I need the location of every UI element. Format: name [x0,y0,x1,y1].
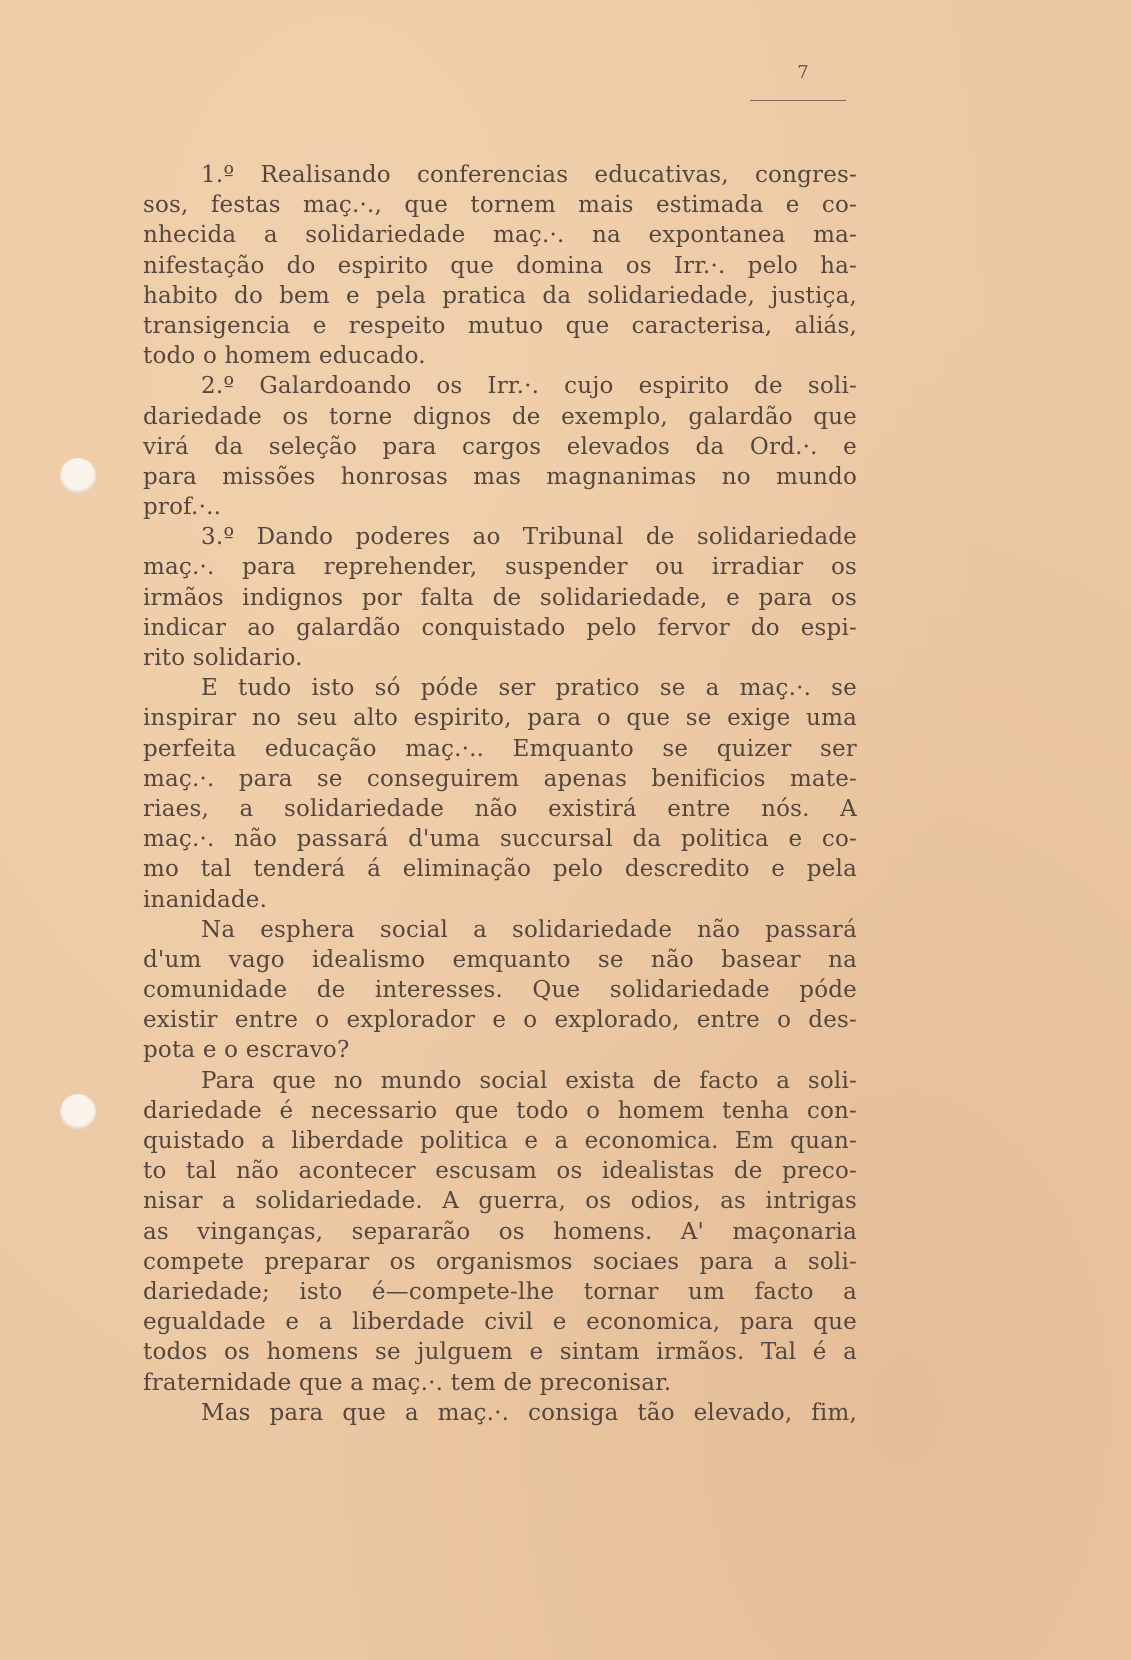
text-line: comunidade de interesses. Que solidariedade póde [143,977,857,1004]
text-line: riaes, a solidariedade não existirá entre nós. A [143,795,857,822]
text-line: maç.·. não passará d'uma succursal da politica e co- [143,826,857,853]
punch-hole [60,458,96,494]
text-line: Na esphera social a solidariedade não passará [201,916,857,943]
text-line: transigencia e respeito mutuo que caracterisa, aliás, [143,312,857,339]
text-line: E tudo isto só póde ser pratico se a maç.·. se [201,675,857,702]
text-line: indicar ao galardão conquistado pelo fervor do espi- [143,614,857,641]
text-line: dariedade é necessario que todo o homem tenha con- [143,1097,857,1124]
text-line: todos os homens se julguem e sintam irmãos. Tal é a [143,1339,857,1366]
text-line: irmãos indignos por falta de solidariedade, e para os [143,584,857,611]
text-line: sos, festas maç.·., que tornem mais estimada e co- [143,192,857,219]
text-line: perfeita educação maç.·.. Emquanto se quizer ser [143,735,857,762]
text-line: para missões honrosas mas magnanimas no mundo [143,463,857,490]
text-line: inanidade. [143,886,268,913]
body-text [143,160,857,1428]
text-line: egualdade e a liberdade civil e economica, para que [143,1309,857,1336]
text-line: dariedade os torne dignos de exemplo, galardão que [143,403,857,430]
text-line: fraternidade que a maç.·. tem de preconisar. [143,1369,672,1396]
text-line: to tal não acontecer escusam os idealistas de preco- [143,1158,857,1185]
text-line: maç.·. para se conseguirem apenas benificios mate- [143,765,857,792]
text-line: Mas para que a maç.·. consiga tão elevado, fim, [201,1399,857,1426]
punch-hole [60,1094,96,1130]
text-line: maç.·. para reprehender, suspender ou irradiar os [143,554,857,581]
text-line: todo o homem educado. [143,343,426,370]
text-line: nhecida a solidariedade maç.·. na expontanea ma- [143,222,857,249]
text-line: prof.·.. [143,494,222,521]
text-line: 2.º Galardoando os Irr.·. cujo espirito de soli- [201,373,857,400]
page-number: 7 [797,62,809,83]
text-line: quistado a liberdade politica e a economica. Em quan- [143,1128,857,1154]
text-line: inspirar no seu alto espirito, para o que se exige uma [143,705,857,732]
text-line: dariedade; isto é—compete-lhe tornar um facto a [143,1278,857,1305]
text-line: nisar a solidariedade. A guerra, os odios, as intrigas [143,1188,857,1215]
text-line: Para que no mundo social exista de facto a soli- [201,1067,857,1094]
text-line: nifestação do espirito que domina os Irr.·. pelo ha- [143,252,857,279]
page-number-rule [750,100,846,101]
text-line: virá da seleção para cargos elevados da Ord.·. e [143,433,857,460]
text-line: rito solidario. [143,645,303,671]
text-line: 1.º Realisando conferencias educativas, congres- [201,162,857,188]
text-line: as vinganças, separarão os homens. A' maçonaria [143,1218,857,1245]
text-line: mo tal tenderá á eliminação pelo descredito e pela [143,856,857,883]
text-line: habito do bem e pela pratica da solidariedade, justiça, [143,282,857,309]
text-line: 3.º Dando poderes ao Tribunal de solidariedade [201,524,857,551]
text-line: compete preparar os organismos sociaes para a soli- [143,1248,857,1275]
text-line: d'um vago idealismo emquanto se não basear na [143,946,857,973]
text-line: pota e o escravo? [143,1037,350,1064]
text-line: existir entre o explorador e o explorado, entre o des- [143,1007,857,1034]
